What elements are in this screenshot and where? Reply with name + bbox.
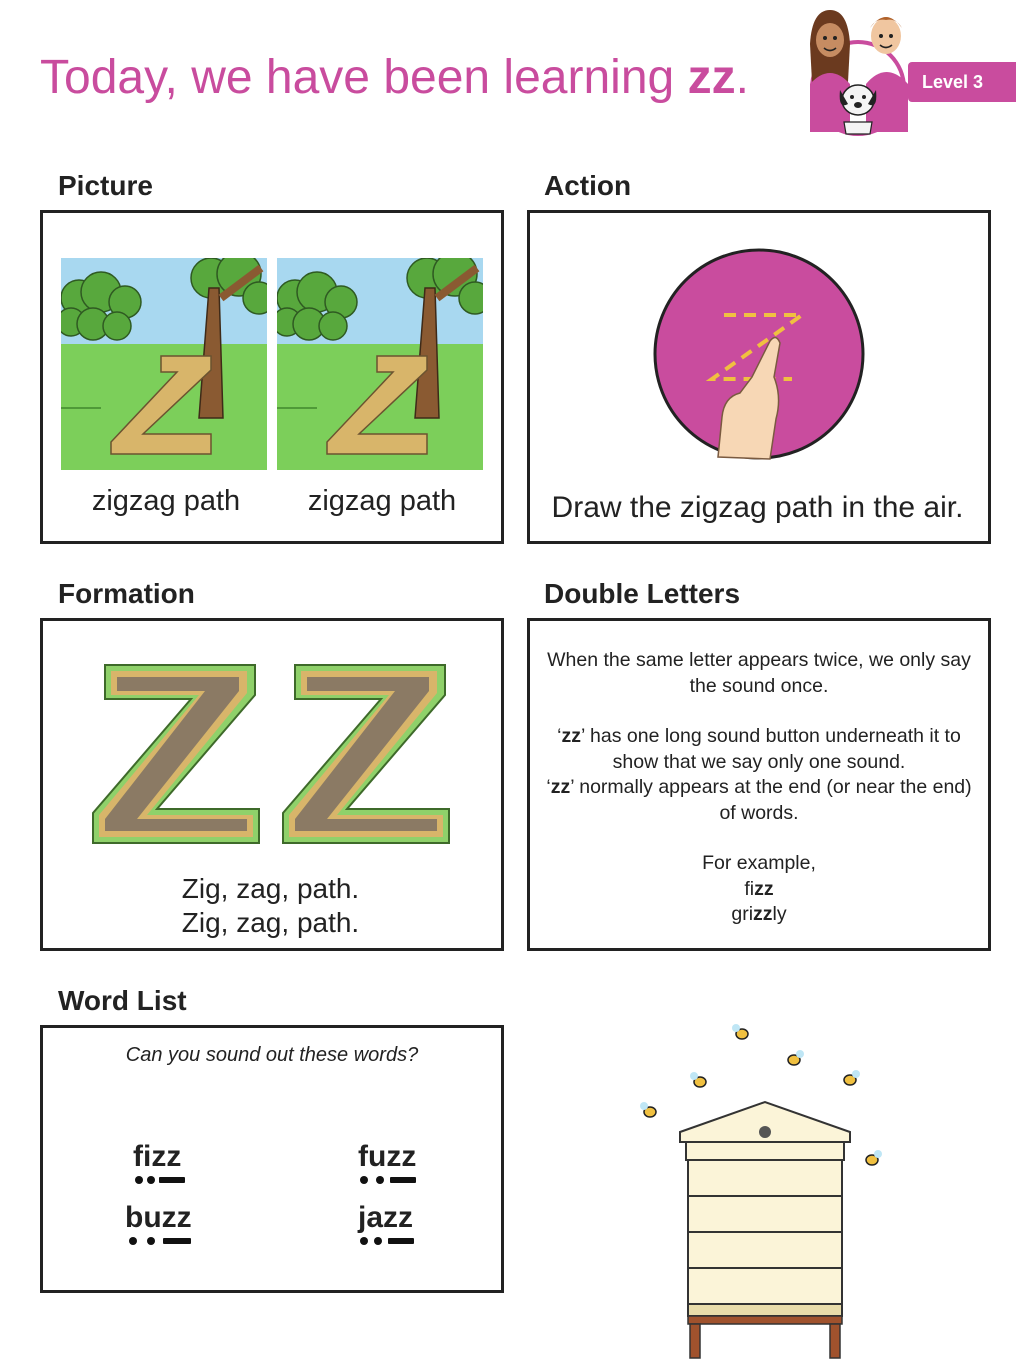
word-buzz: buzz [125,1201,192,1234]
double-letters-para2: ‘zz’ has one long sound button underneath it to show that we say only one sound. [557,725,961,773]
finger-drawing-zigzag-icon [652,247,866,461]
zz-letter-path-icon [87,659,457,849]
zigzag-path-picture-icon [61,258,267,470]
mascot-characters-icon [800,4,920,136]
picture-heading: Picture [58,170,153,201]
word-list-heading: Word List [58,985,187,1016]
action-text: Draw the zigzag path in the air. [551,491,964,524]
para3-rest: ’ normally appears at the end (or near the end) of words. [570,776,972,824]
word-list-box [40,1025,504,1293]
action-box [527,210,991,544]
sound-buttons [133,1175,197,1185]
sound-dot [360,1237,368,1245]
zz-quote: zz [561,725,581,747]
sound-dot [135,1176,143,1184]
word-fizz: fizz [133,1140,182,1173]
sound-bar [159,1177,185,1183]
title-prefix: Today, we have been learning [40,51,688,104]
word-fuzz: fuzz [358,1140,417,1173]
sound-buttons [358,1236,422,1246]
word-list-prompt: Can you sound out these words? [125,1044,419,1066]
example-word [540,902,978,928]
title-suffix: . [735,51,749,104]
formation-line: Zig, zag, path. [181,873,360,904]
sound-dot [147,1237,155,1245]
sound-bar [390,1177,416,1183]
action-heading: Action [544,170,632,201]
formation-box [40,618,504,951]
zz-quote: zz [550,776,571,798]
sound-dot [374,1237,382,1245]
title-sound: zz [687,51,736,104]
page-title [40,50,749,105]
level-badge: Level 3 [908,62,1016,102]
example-part: zz [753,903,773,925]
word-jazz: jazz [358,1201,414,1234]
double-letters-heading: Double Letters [544,578,741,609]
double-letters-para3: ‘zz’ normally appears at the end (or near the end) of words. [546,776,972,824]
formation-line: Zig, zag, path. [181,907,360,938]
double-letters-para1: When the same letter appears twice, we only say the sound once. [547,649,971,697]
sound-bar [388,1238,414,1244]
sound-dot [376,1176,384,1184]
example-intro: For example, [702,852,816,874]
example-word [540,877,978,903]
example-part: ly [772,903,787,925]
sound-bar [163,1238,191,1244]
zigzag-path-picture-icon [277,258,483,470]
sound-dot [360,1176,368,1184]
example-part: gri [731,903,754,925]
sound-buttons [125,1236,197,1246]
sound-dot [147,1176,155,1184]
para2-rest: ’ has one long sound button underneath it to show that we say only one sound. [581,725,961,773]
picture-box [40,210,504,544]
double-letters-box [527,618,991,951]
picture-caption: zigzag path [91,485,241,517]
beehive-icon [630,1020,900,1360]
example-part: fi [744,878,755,900]
example-part: zz [754,878,774,900]
sound-dot [129,1237,137,1245]
formation-heading: Formation [58,578,195,609]
picture-caption: zigzag path [307,485,457,517]
sound-buttons [358,1175,422,1185]
